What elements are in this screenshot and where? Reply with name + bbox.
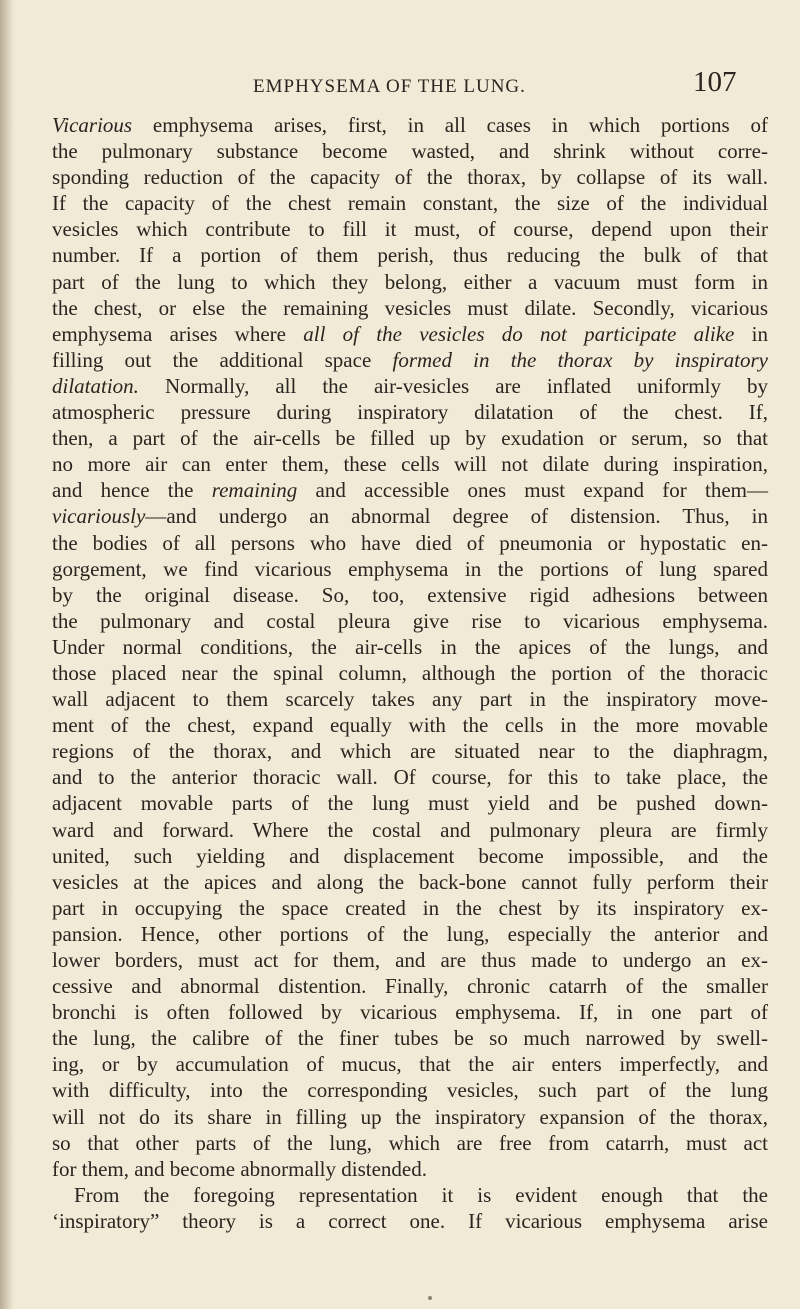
text-run: and accessible ones must expand for them— (297, 478, 768, 503)
text-run: vesicles which contribute to fill it must, of course, depend upon their (52, 217, 768, 242)
text-line (52, 790, 768, 816)
text-run: ward and forward. Where the costal and pulmonary pleura are firmly (52, 817, 768, 842)
text-run: From the foregoing representation it is evident enough that the (74, 1182, 768, 1207)
text-line (52, 686, 768, 712)
text-run: —and undergo an abnormal degree of distension. Thus, in (145, 504, 768, 529)
italic-run: all of the vesicles do not participate alike (303, 321, 735, 346)
text-line (52, 477, 768, 503)
text-line (52, 216, 768, 242)
ink-speck (428, 1296, 432, 1300)
text-line (52, 138, 768, 164)
italic-run: dilatation. (52, 373, 139, 398)
text-run: so that other parts of the lung, which are free from catarrh, must act (52, 1130, 768, 1155)
text-run: ‘inspiratory” theory is a correct one. If vicarious emphysema arise (52, 1208, 768, 1233)
text-run: pansion. Hence, other portions of the lung, especially the anterior and (52, 921, 768, 946)
text-line (52, 843, 768, 869)
text-line (52, 764, 768, 790)
italic-run: formed in the thorax by inspiratory (392, 347, 768, 372)
text-run: by the original disease. So, too, extensive rigid adhesions between (52, 582, 768, 607)
text-run: will not do its share in filling up the inspiratory expansion of the thorax, (52, 1104, 768, 1129)
text-line (52, 869, 768, 895)
text-line (52, 712, 768, 738)
text-run: united, such yielding and displacement become impossible, and the (52, 843, 768, 868)
text-line (52, 1077, 768, 1103)
text-run: then, a part of the air-cells be filled up by exudation or serum, so that (52, 426, 768, 451)
text-run: regions of the thorax, and which are situated near to the diaphragm, (52, 739, 768, 764)
text-run: Under normal conditions, the air-cells in the apices of the lungs, and (52, 634, 768, 659)
text-line (52, 895, 768, 921)
text-line (52, 608, 768, 634)
text-line (52, 530, 768, 556)
text-line (52, 817, 768, 843)
text-run: ing, or by accumulation of mucus, that the air enters imperfectly, and (52, 1052, 768, 1077)
text-line (52, 1051, 768, 1077)
text-line (52, 269, 768, 295)
body-text (52, 112, 768, 1234)
text-run: and hence the (52, 478, 212, 503)
text-line (52, 190, 768, 216)
text-run: part of the lung to which they belong, either a vacuum must form in (52, 269, 768, 294)
italic-run: remaining (211, 478, 298, 503)
text-line (52, 1208, 768, 1234)
text-run: emphysema arises, first, in all cases in which portions of (132, 113, 768, 137)
text-run: sponding reduction of the capacity of the thorax, by collapse of its wall. (52, 165, 768, 190)
text-run: vesicles at the apices and along the back-bone cannot fully perform their (52, 869, 768, 894)
text-run: cessive and abnormal distention. Finally, chronic catarrh of the smaller (52, 974, 768, 999)
text-line (52, 451, 768, 477)
text-run: ment of the chest, expand equally with the cells in the more movable (52, 713, 768, 738)
text-run: lower borders, must act for them, and are thus made to undergo an ex- (52, 948, 768, 972)
text-line (52, 660, 768, 686)
text-run: Normally, all the air-vesicles are inflated uniformly by (138, 373, 768, 398)
text-run: with difficulty, into the corresponding vesicles, such part of the lung (52, 1078, 768, 1103)
text-run: those placed near the spinal column, although the portion of the thoracic (52, 660, 768, 685)
text-run: the pulmonary substance become wasted, and shrink without corre- (52, 139, 768, 164)
text-run: no more air can enter them, these cells will not dilate during inspiration, (52, 452, 768, 477)
text-run: for them, and become abnormally distended. (52, 1156, 427, 1181)
italic-run: vicariously (52, 504, 146, 529)
text-line (52, 399, 768, 425)
text-line (52, 1156, 768, 1182)
text-line (52, 295, 768, 321)
text-run: in (734, 321, 768, 346)
text-line (52, 112, 768, 138)
text-line (52, 1130, 768, 1156)
text-run: the pulmonary and costal pleura give rise to vicarious emphysema. (52, 608, 768, 633)
page-header (0, 58, 800, 98)
text-run: and to the anterior thoracic wall. Of course, for this to take place, the (52, 765, 768, 790)
text-line (52, 582, 768, 608)
text-run: bronchi is often followed by vicarious emphysema. If, in one part of (52, 1000, 768, 1025)
text-run: the chest, or else the remaining vesicles must dilate. Secondly, vicarious (52, 295, 768, 320)
text-line (52, 242, 768, 268)
text-run: wall adjacent to them scarcely takes any part in the inspiratory move- (52, 687, 768, 712)
text-line (52, 347, 768, 373)
text-line (52, 373, 768, 399)
text-line (52, 503, 768, 529)
text-line (52, 425, 768, 451)
text-run: gorgement, we find vicarious emphysema in the portions of lung spared (52, 556, 768, 581)
text-line (52, 947, 768, 973)
running-head: EMPHYSEMA OF THE LUNG. (253, 76, 526, 97)
text-run: the bodies of all persons who have died of pneumonia or hypostatic en- (52, 530, 768, 555)
text-run: filling out the additional space (52, 347, 393, 372)
text-run: number. If a portion of them perish, thus reducing the bulk of that (52, 243, 768, 268)
text-line (52, 973, 768, 999)
text-line (52, 738, 768, 764)
text-run: If the capacity of the chest remain constant, the size of the individual (52, 191, 768, 216)
text-line (52, 921, 768, 947)
text-line (52, 1025, 768, 1051)
text-line (52, 164, 768, 190)
text-line (52, 1182, 768, 1208)
text-run: atmospheric pressure during inspiratory dilatation of the chest. If, (52, 400, 768, 425)
text-run: part in occupying the space created in the chest by its inspiratory ex- (52, 895, 768, 920)
text-line (52, 634, 768, 660)
italic-run: Vicarious (52, 113, 133, 137)
text-line (52, 556, 768, 582)
page-number: 107 (693, 66, 737, 98)
text-line (52, 321, 768, 347)
text-line (52, 1104, 768, 1130)
text-run: the lung, the calibre of the finer tubes be so much narrowed by swell- (52, 1026, 768, 1051)
text-run: emphysema arises where (52, 321, 304, 346)
text-line (52, 999, 768, 1025)
text-run: adjacent movable parts of the lung must yield and be pushed down- (52, 791, 768, 816)
